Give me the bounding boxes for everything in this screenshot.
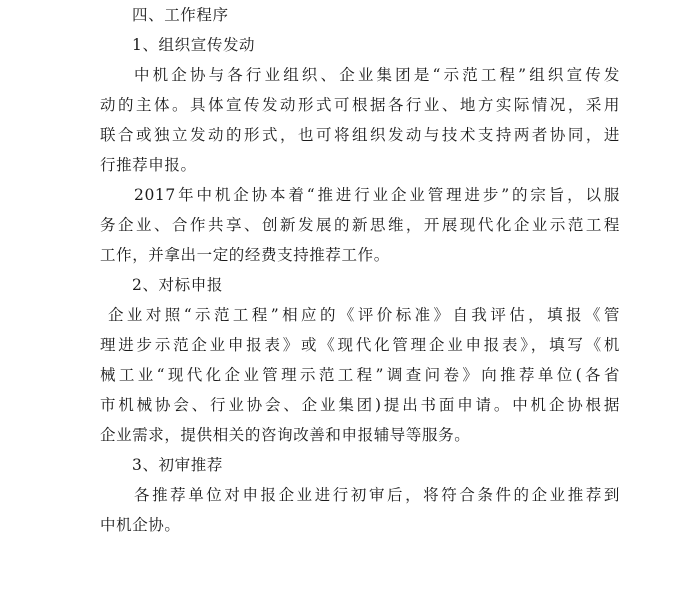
text-line: 务企业、合作共享、创新发展的新思维，开展现代化企业示范工程 bbox=[100, 216, 620, 234]
paragraph-2017-initiative bbox=[100, 180, 620, 270]
text-line: 理进步示范企业申报表》或《现代化管理企业申报表》，填写《机 bbox=[100, 336, 620, 354]
text-line: 2017年中机企协本着“推进行业企业管理进步”的宗旨，以服 bbox=[134, 186, 620, 204]
paragraph-publicity-subject bbox=[100, 60, 620, 180]
item-heading-benchmark-application: 2、对标申报 bbox=[132, 276, 223, 294]
text-line: 工作，并拿出一定的经费支持推荐工作。 bbox=[100, 246, 390, 264]
item-heading-preliminary-review: 3、初审推荐 bbox=[132, 456, 223, 474]
text-line: 中机企协。 bbox=[100, 516, 181, 534]
text-line: 企业需求，提供相关的咨询改善和申报辅导等服务。 bbox=[100, 426, 471, 444]
document-page bbox=[100, 0, 620, 540]
text-line: 各推荐单位对申报企业进行初审后，将符合条件的企业推荐到 bbox=[134, 486, 620, 504]
paragraph-recommendation bbox=[100, 480, 620, 540]
text-line: 企业对照“示范工程”相应的《评价标准》自我评估，填报《管 bbox=[108, 306, 620, 324]
text-line: 市机械协会、行业协会、企业集团)提出书面申请。中机企协根据 bbox=[100, 396, 620, 414]
text-line: 中机企协与各行业组织、企业集团是“示范工程”组织宣传发 bbox=[134, 66, 620, 84]
paragraph-self-assessment bbox=[100, 300, 620, 450]
text-line: 动的主体。具体宣传发动形式可根据各行业、地方实际情况，采用 bbox=[100, 96, 620, 114]
text-line: 联合或独立发动的形式，也可将组织发动与技术支持两者协同，进 bbox=[100, 126, 620, 144]
text-line: 行推荐申报。 bbox=[100, 156, 197, 174]
text-line: 械工业“现代化企业管理示范工程”调查问卷》向推荐单位(各省 bbox=[100, 366, 620, 384]
item-heading-organize-publicity: 1、组织宣传发动 bbox=[132, 36, 256, 54]
section-title: 四、工作程序 bbox=[132, 6, 229, 24]
